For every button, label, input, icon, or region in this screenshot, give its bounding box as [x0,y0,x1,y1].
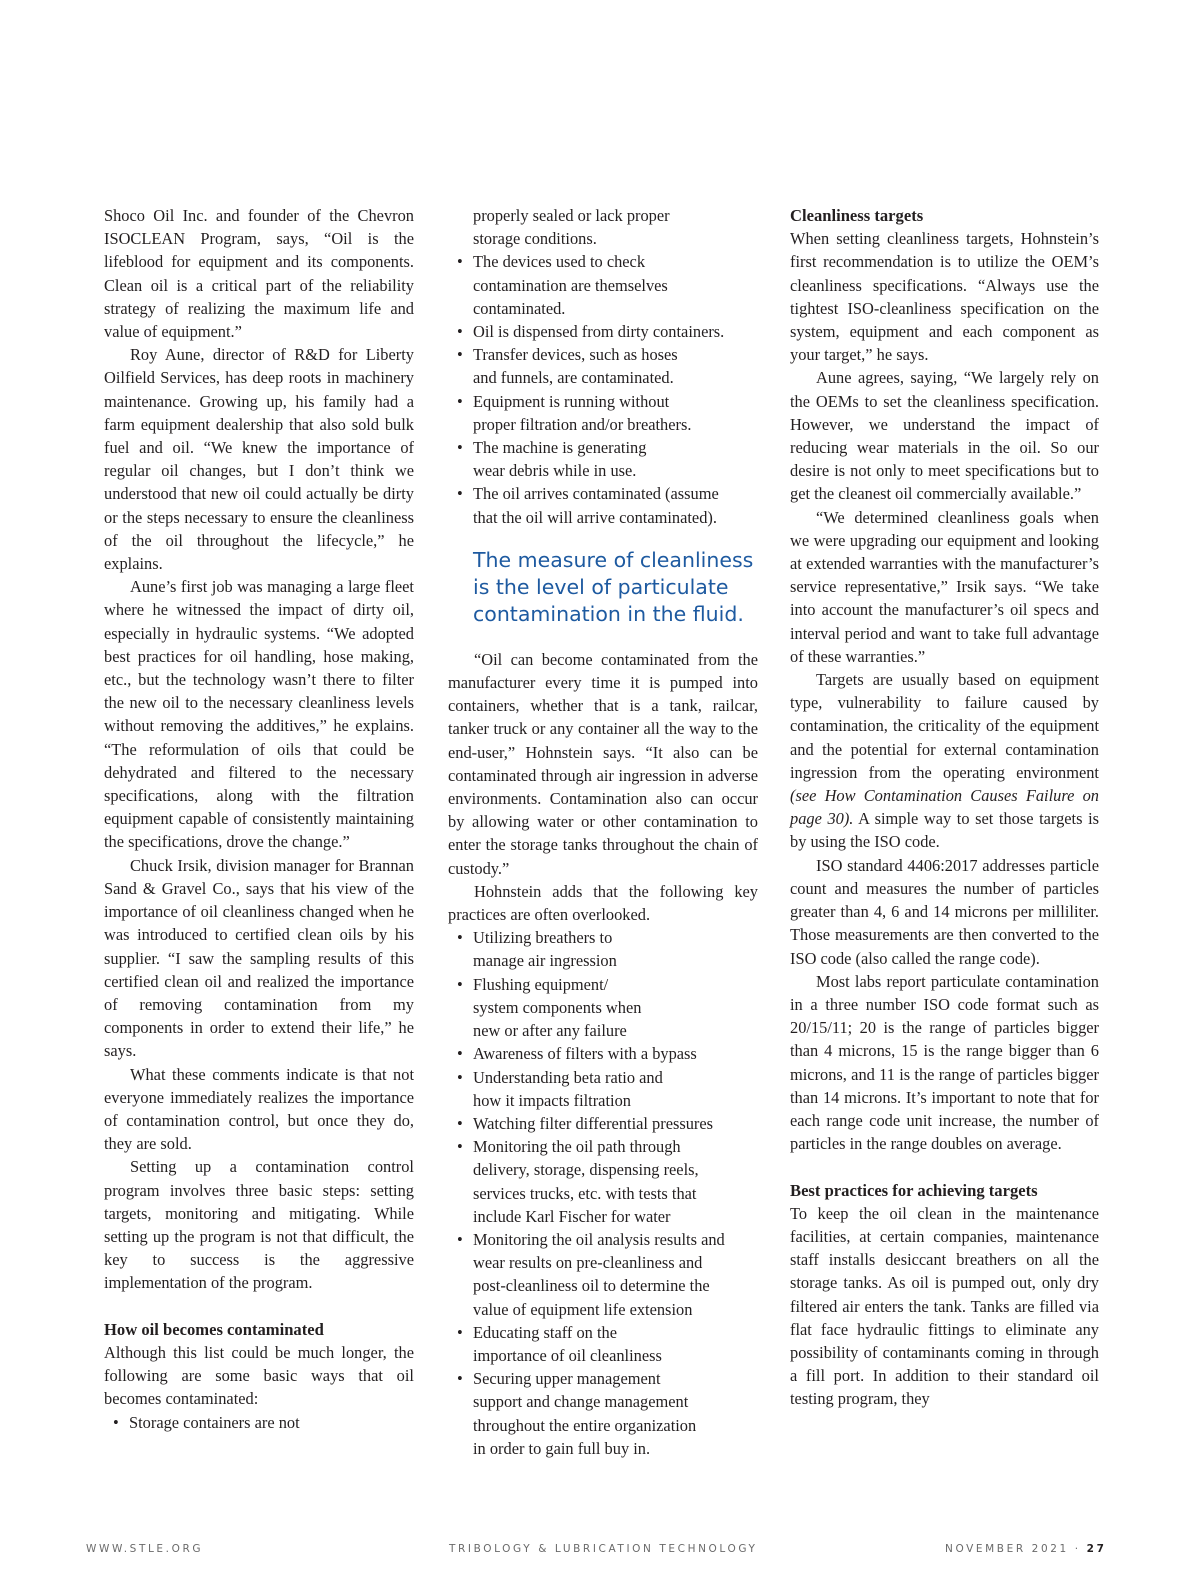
paragraph: What these comments indicate is that not everyone immediately realizes the importance of contamination control, but once they do, they are sold. [104,1064,414,1154]
paragraph: Roy Aune, director of R&D for Liberty Oilfield Services, has deep roots in machinery maintenance. Growing up, his family had a farm equipment dealership that also sold bulk fuel and oil. “We knew the importance of regular oil changes, but I don’t think we understood that new oil could actually be dirty or the steps necessary to ensure the cleanliness of the oil throughout the lifecycle,” he explains. [104,345,414,574]
footer-website: WWW.STLE.ORG [86,1543,204,1555]
page-number: 27 [1086,1543,1107,1555]
list-item: • The oil arrives contaminated (assume that the oil will arrive contaminated). [448,482,758,528]
section-heading: Cleanliness targets [790,206,924,225]
list-item: • Awareness of filters with a bypass [448,1042,758,1065]
paragraph: To keep the oil clean in the maintenance facilities, at certain companies, maintenance staff installs desiccant breathers on all the storage tanks. As oil is pumped out, only dry filtered air enters the tank. Tanks are filled via flat face hydraulic fittings to eliminate any possibility of contaminants coming in through a fill port. In addition to their standard oil testing program, they [790,1203,1099,1409]
paragraph: Although this list could be much longer, the following are some basic ways that oil becomes contaminated: [104,1342,414,1409]
footer-magazine-title: TRIBOLOGY & LUBRICATION TECHNOLOGY [449,1543,758,1555]
column-right [790,204,1099,1411]
list-item: • Monitoring the oil path through delivery, storage, dispensing reels, services trucks, etc. with tests that include Karl Fischer for water [448,1135,758,1228]
list-item: • Securing upper management support and change management throughout the entire organization in order to gain full buy in. [448,1367,758,1460]
paragraph: ISO standard 4406:2017 addresses particle count and measures the number of particles greater than 4, 6 and 14 microns per milliliter. Those measurements are then converted to the ISO code (also called the range code). [790,855,1099,968]
section-heading: Best practices for achieving targets [790,1180,1038,1200]
paragraph: Aune agrees, saying, “We largely rely on the OEMs to set the cleanliness specification. However, we understand the impact of reducing wear materials in the oil. So our desire is not only to meet specifications but to get the cleanest oil commercially available.” [790,368,1099,504]
paragraph: Shoco Oil Inc. and founder of the Chevron ISOCLEAN Program, says, “Oil is the lifeblood for equipment and its components. Clean oil is a critical part of the reliability strategy of realizing the maximum life and value of equipment.” [104,206,414,342]
list-item: • Flushing equipment/ system components when new or after any failure [448,973,758,1043]
paragraph [790,668,1099,854]
footer-issue [945,1543,1106,1555]
paragraph: Setting up a contamination control program involves three basic steps: setting targets, monitoring and mitigating. While setting up the program is not that difficult, the key to success is the aggressive implementation of the program. [104,1157,414,1293]
bullet-list [104,1411,414,1434]
paragraph-text: A simple way to set those targets is by using the ISO code. [790,809,1100,852]
paragraph: When setting cleanliness targets, Hohnstein’s first recommendation is to utilize the OEM’s cleanliness specifications. “Always use the tightest ISO-cleanliness specification on the system, equipment and each component as your target,” he says. [790,229,1099,365]
issue-date: NOVEMBER 2021 [945,1543,1069,1555]
column-middle [448,204,758,1460]
list-item: • The machine is generating wear debris while in use. [448,436,758,482]
bullet-list [448,926,758,1460]
list-item: • Utilizing breathers to manage air ingression [448,926,758,972]
list-item: • Equipment is running without proper filtration and/or breathers. [448,390,758,436]
column-left [104,204,414,1434]
list-item: • Transfer devices, such as hoses and funnels, are contaminated. [448,343,758,389]
list-item: • Storage containers are not [104,1411,414,1434]
list-item: • Oil is dispensed from dirty containers. [448,320,758,343]
paragraph: “We determined cleanliness goals when we were upgrading our equipment and looking at extended warranties with the manufacturer’s service representative,” Irsik says. “We take into account the manufacturer’s oil specs and interval period and want to take full advantage of these warranties.” [790,507,1099,666]
pull-quote: The measure of cleanliness is the level of particulate contamination in the fluid. [473,547,754,626]
list-item: • Monitoring the oil analysis results and wear results on pre-cleanliness and post-cleanliness oil to determine the value of equipment life extension [448,1228,758,1321]
page-footer [0,1543,1200,1557]
paragraph: Hohnstein adds that the following key practices are often overlooked. [448,881,758,925]
list-item: • Understanding beta ratio and how it impacts filtration [448,1066,758,1112]
paragraph: Aune’s first job was managing a large fleet where he witnessed the impact of dirty oil, especially in hydraulic systems. “We adopted best practices for oil handling, hose making, etc., but the technology wasn’t there to filter the new oil to the necessary cleanliness levels without removing the additives,” he explains. “The reformulation of oils that could be dehydrated and filtered to the necessary specifications, along with the filtration equipment capable of consistently maintaining the specifications, drove the change.” [104,577,414,852]
paragraph: “Oil can become contaminated from the manufacturer every time it is pumped into containers, whether that is a tank, railcar, tanker truck or any container all the way to the end-user,” Hohnstein says. “It also can be contaminated through air ingression in adverse environments. Contamination also can occur by allowing water or other contamination to enter the storage tanks throughout the chain of custody.” [448,649,758,878]
paragraph: Most labs report particulate contamination in a three number ISO code format such as 20/15/11; 20 is the range of particles bigger than 4 microns, 15 is the range bigger than 6 microns, and 11 is the range of particles bigger than 14 microns. It’s important to note that for each range code unit increase, the number of particles in the range doubles on average. [790,971,1099,1154]
list-item-continuation: properly sealed or lack proper storage conditions. [473,206,670,249]
section-heading: How oil becomes contaminated [104,1319,324,1339]
paragraph: Chuck Irsik, division manager for Brannan Sand & Gravel Co., says that his view of the importance of oil cleanliness changed when he was introduced to certified clean oils by his supplier. “I saw the sampling results of this certified clean oil and realized the importance of removing contamination from my components in order to extend their life,” he says. [104,855,414,1061]
paragraph-text: Targets are usually based on equipment type, vulnerability to failure caused by contamination, the criticality of the equipment and the potential for external contamination ingression from the operating environment [790,670,1099,782]
list-item: • Educating staff on the importance of oil cleanliness [448,1321,758,1367]
cross-reference: (see How Contamination Causes Failure on page 30). [790,786,1099,829]
footer-separator: · [1074,1543,1081,1555]
list-item: • Watching filter differential pressures [448,1112,758,1135]
bullet-list [448,250,758,528]
list-item: • The devices used to check contamination are themselves contaminated. [448,250,758,320]
